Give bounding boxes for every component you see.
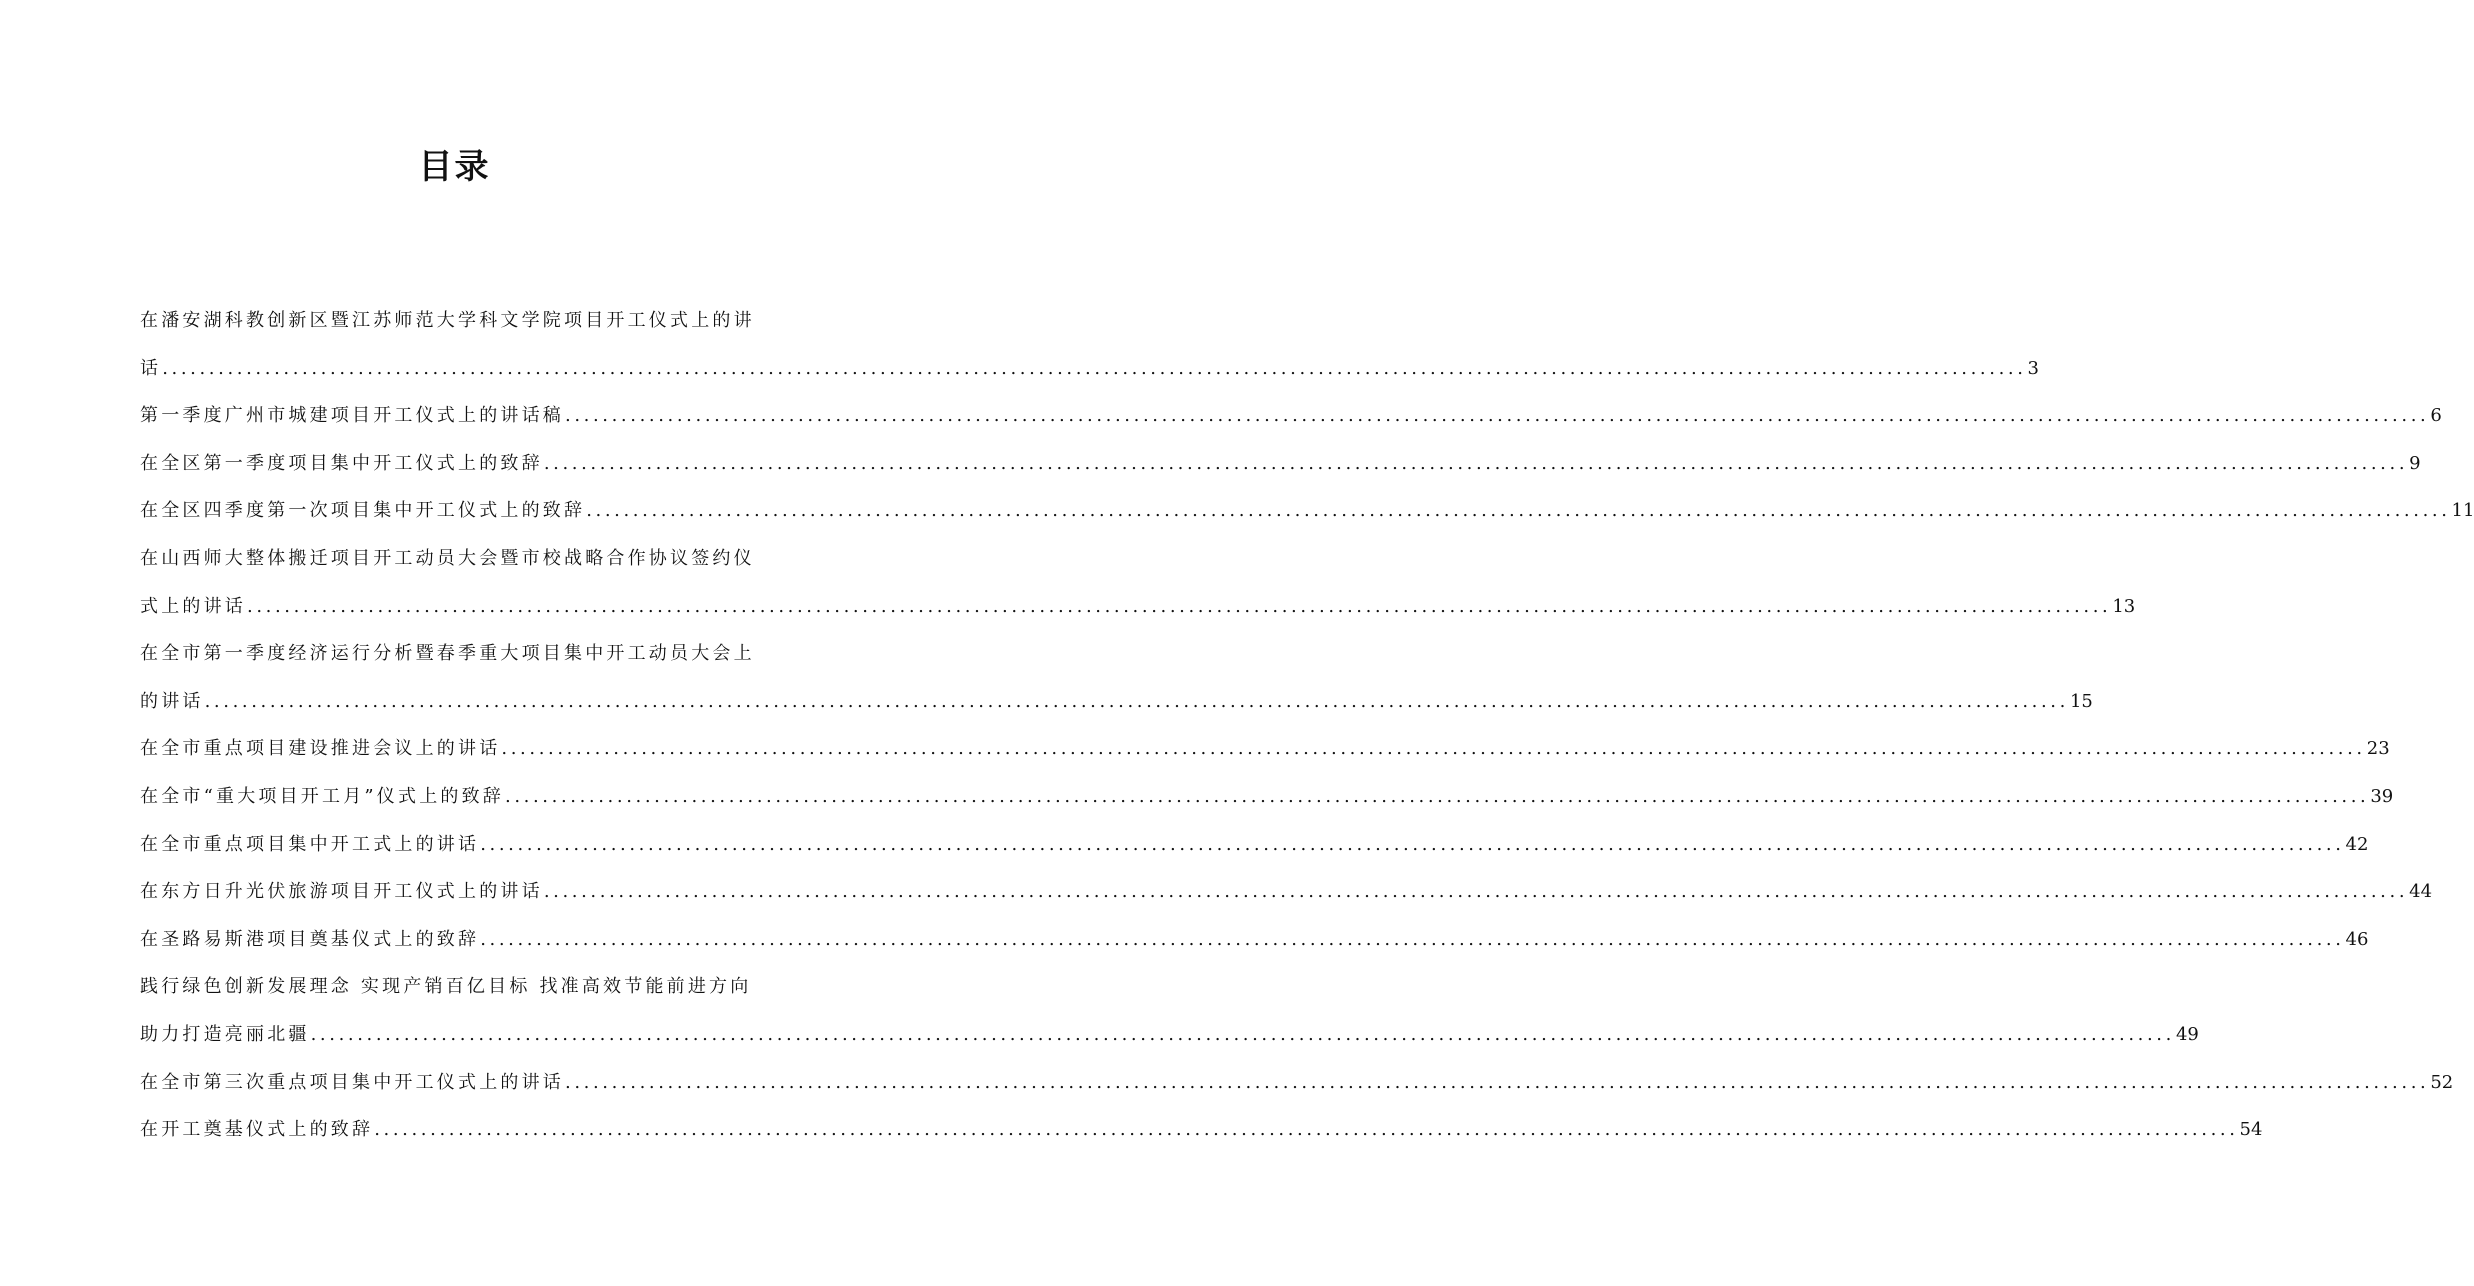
toc-page-number: 13 [2112,595,2136,617]
toc-entry[interactable] [140,963,2199,1058]
toc-entry[interactable] [140,821,2369,869]
toc-entry-last-line [140,773,2394,821]
toc-page-number: 46 [2345,928,2369,950]
dot-leader: ........................................................................................................................................................................................................ [543,452,2409,474]
toc-entry[interactable] [140,773,2394,821]
toc-entry-title-line: 在山西师大整体搬迁项目开工动员大会暨市校战略合作协议签约仪 [140,547,755,569]
toc-entry-last-line [140,821,2369,869]
toc-entry-title-line: 在全市重点项目建设推进会议上的讲话 [140,738,501,760]
toc-page-number: 23 [2366,738,2390,760]
toc-page-number: 49 [2175,1023,2199,1045]
toc-entry-last-line [140,1011,2199,1059]
dot-leader: ........................................................................................................................................................................................................ [310,1023,2175,1045]
toc-entry-last-line [140,487,2474,535]
toc-entry-title-line: 践行绿色创新发展理念 实现产销百亿目标 找准高效节能前进方向 [140,976,752,998]
toc-entry[interactable] [140,1106,2263,1154]
toc-entry-last-line [140,392,2442,440]
toc-entry[interactable] [140,868,2433,916]
toc-entry[interactable] [140,1059,2454,1107]
toc-entry[interactable] [140,487,2474,535]
toc-entry[interactable] [140,297,2039,392]
dot-leader: ........................................................................................................................................................................................................ [505,785,2370,807]
toc-entry[interactable] [140,630,2093,725]
toc-entry-title-line: 话 [140,357,162,379]
toc-entry-last-line [140,440,2421,488]
dot-leader: ........................................................................................................................................................................................................ [247,595,2112,617]
toc-entry-title-line: 在圣路易斯港项目奠基仪式上的致辞 [140,928,480,950]
toc-entry-last-line [140,1106,2263,1154]
toc-entry-title-line: 在全市第一季度经济运行分析暨春季重大项目集中开工动员大会上 [140,643,755,665]
toc-page-number: 39 [2370,785,2394,807]
toc-entry-title-line: 在全市第三次重点项目集中开工仪式上的讲话 [140,1071,564,1093]
toc-entry-title-line: 第一季度广州市城建项目开工仪式上的讲话稿 [140,405,564,427]
toc-entry-last-line [140,583,2136,631]
toc-entry-last-line [140,1059,2454,1107]
table-of-contents [140,297,2474,1154]
toc-entry-title-line: 在开工奠基仪式上的致辞 [140,1119,374,1141]
dot-leader: ........................................................................................................................................................................................................ [565,1071,2430,1093]
toc-entry[interactable] [140,535,2136,630]
toc-page-number: 11 [2451,500,2474,522]
toc-entry-last-line [140,725,2390,773]
dot-leader: ........................................................................................................................................................................................................ [204,690,2069,712]
toc-entry-last-line [140,868,2433,916]
toc-page-number: 9 [2409,452,2421,474]
toc-page-number: 15 [2069,690,2093,712]
toc-entry[interactable] [140,392,2442,440]
toc-entry-title-line: 助力打造亮丽北疆 [140,1023,310,1045]
dot-leader: ........................................................................................................................................................................................................ [162,357,2027,379]
toc-entry[interactable] [140,725,2390,773]
dot-leader: ........................................................................................................................................................................................................ [586,500,2451,522]
dot-leader: ........................................................................................................................................................................................................ [543,881,2409,903]
toc-entry-title-line: 在全区四季度第一次项目集中开工仪式上的致辞 [140,500,586,522]
toc-entry-title-line: 在东方日升光伏旅游项目开工仪式上的讲话 [140,881,543,903]
toc-page-number: 52 [2430,1071,2454,1093]
toc-entry-last-line [140,345,2039,393]
toc-page-number: 6 [2430,405,2442,427]
toc-entry-title-line: 在全市“重大项目开工月”仪式上的致辞 [140,785,505,807]
toc-entry[interactable] [140,440,2421,488]
toc-entry-title-line: 式上的讲话 [140,595,246,617]
toc-entry-last-line [140,916,2369,964]
toc-entry-title-line: 在潘安湖科教创新区暨江苏师范大学科文学院项目开工仪式上的讲 [140,310,755,331]
toc-entry[interactable] [140,916,2369,964]
toc-entry-title-line: 在全区第一季度项目集中开工仪式上的致辞 [140,452,543,474]
toc-page-number: 44 [2409,881,2433,903]
toc-entry-last-line [140,678,2093,726]
dot-leader: ........................................................................................................................................................................................................ [480,928,2345,950]
dot-leader: ........................................................................................................................................................................................................ [501,738,2366,760]
dot-leader: ........................................................................................................................................................................................................ [480,833,2345,855]
toc-page-number: 54 [2239,1119,2263,1141]
dot-leader: ........................................................................................................................................................................................................ [374,1119,2239,1141]
toc-page-number: 42 [2345,833,2369,855]
page-title: 目录 [418,147,491,187]
toc-entry-title-line: 的讲话 [140,690,204,712]
toc-page-number: 3 [2027,357,2039,379]
toc-entry-title-line: 在全市重点项目集中开工式上的讲话 [140,833,480,855]
dot-leader: ........................................................................................................................................................................................................ [565,405,2430,427]
